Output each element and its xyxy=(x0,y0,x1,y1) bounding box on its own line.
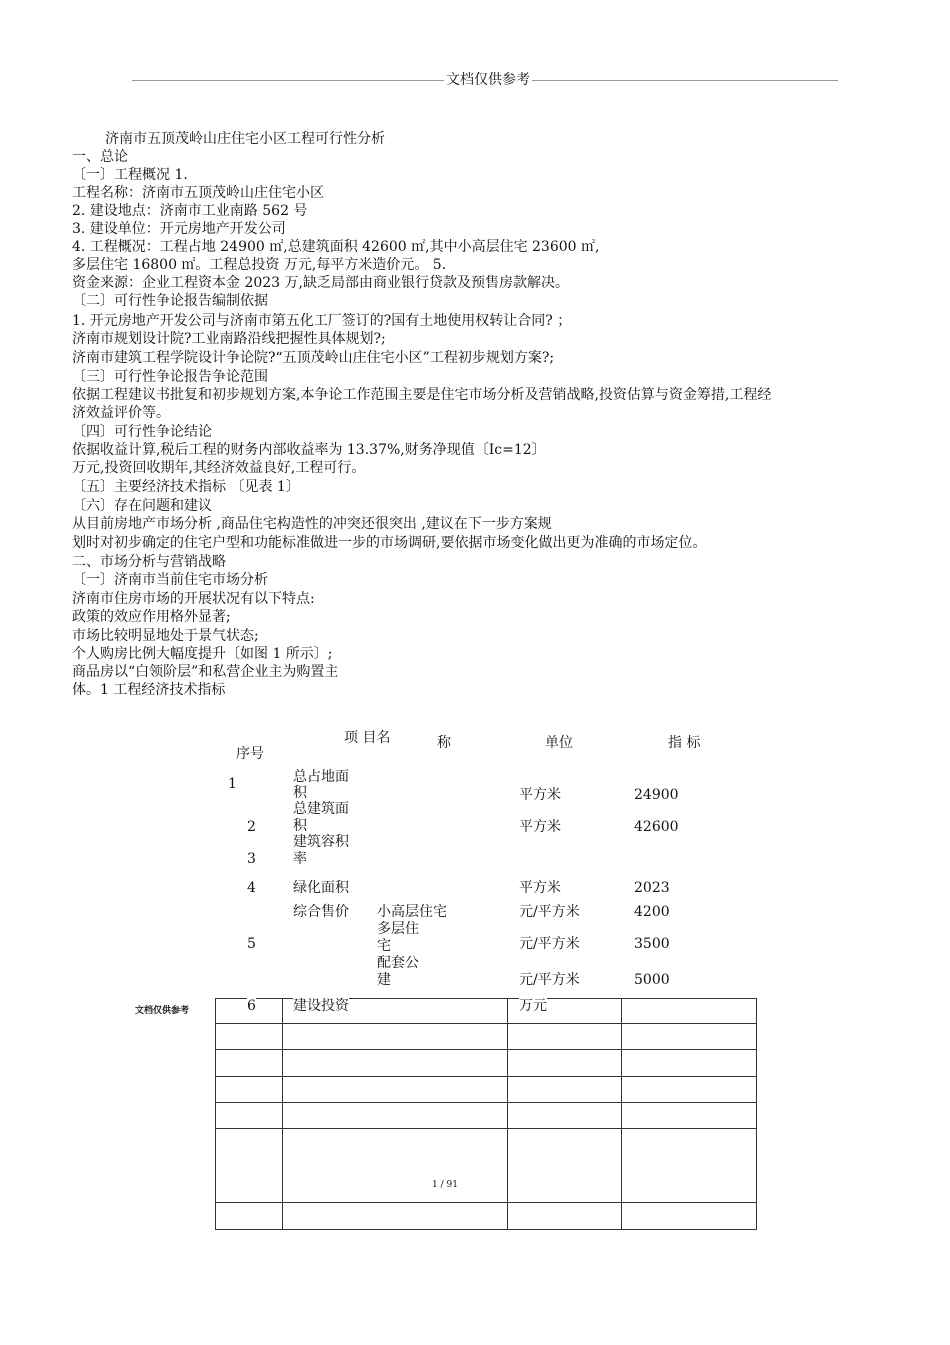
body-line: 〔五〕主要经济技术指标 〔见表 1〕 xyxy=(72,479,300,495)
grid-vline-1 xyxy=(282,998,283,1229)
row-2-seq: 2 xyxy=(247,819,256,835)
row-5-sub-3a: 配套公 xyxy=(377,955,419,971)
row-5-unit-1: 元/平方米 xyxy=(519,904,580,920)
body-line: 资金来源：企业工程资本金 2023 万,缺乏局部由商业银行贷款及预售房款解决。 xyxy=(72,275,569,291)
body-line: 依据收益计算,税后工程的财务内部收益率为 13.37%,财务净现值〔Ic=12〕 xyxy=(72,442,546,458)
body-line: 济南市规划设计院?工业南路沿线把握性具体规划?; xyxy=(72,331,386,347)
body-line: 3. 建设单位：开元房地产开发公司 xyxy=(72,221,286,237)
row-2-unit: 平方米 xyxy=(519,819,561,835)
grid-hline-2 xyxy=(215,1049,756,1050)
row-5-value-3: 5000 xyxy=(634,972,670,988)
row-3-seq: 3 xyxy=(247,851,256,867)
body-line: 〔一〕工程概况 1. xyxy=(72,167,188,183)
row-2-name-1: 总建筑面 xyxy=(293,801,349,817)
document-title: 济南市五顶茂岭山庄住宅小区工程可行性分析 xyxy=(105,131,385,147)
body-line: 万元,投资回收期年,其经济效益良好,工程可行。 xyxy=(72,460,366,476)
body-line: 划时对初步确定的住宅户型和功能标准做进一步的市场调研,要依据市场变化做出更为准确的市场定位。 xyxy=(72,535,707,551)
row-6-seq: 6 xyxy=(247,998,256,1014)
table-grid xyxy=(215,998,757,1230)
grid-hline-3 xyxy=(215,1076,756,1077)
row-5-seq: 5 xyxy=(247,936,256,952)
row-5-sub-2b: 宅 xyxy=(377,938,391,954)
row-4-seq: 4 xyxy=(247,880,256,896)
row-6-unit: 万元 xyxy=(519,998,547,1014)
grid-vline-3 xyxy=(621,998,622,1229)
row-5-sub-3b: 建 xyxy=(377,972,391,988)
body-line: 济南市住房市场的开展状况有以下特点: xyxy=(72,591,315,607)
row-1-seq: 1 xyxy=(228,776,237,792)
header-text: 文档仅供参考 xyxy=(444,69,532,89)
body-line: 市场比较明显地处于景气状态; xyxy=(72,628,259,644)
body-line: 政策的效应作用格外显著; xyxy=(72,609,231,625)
row-4-value: 2023 xyxy=(634,880,670,896)
row-1-value: 24900 xyxy=(634,787,679,803)
row-2-value: 42600 xyxy=(634,819,679,835)
row-5-label: 综合售价 xyxy=(293,904,349,920)
body-line: 多层住宅 16800 ㎡。工程总投资 万元,每平方米造价元。 5. xyxy=(72,257,447,273)
row-1-unit: 平方米 xyxy=(519,787,561,803)
body-line: 商品房以“白领阶层”和私营企业主为购置主 xyxy=(72,664,339,680)
grid-hline-1 xyxy=(215,1023,756,1024)
grid-hline-5 xyxy=(215,1128,756,1129)
body-line: 济效益评价等。 xyxy=(72,405,170,421)
body-line: 〔四〕可行性争论结论 xyxy=(72,424,212,440)
body-line: 〔二〕可行性争论报告编制依据 xyxy=(72,293,268,309)
row-5-value-1: 4200 xyxy=(634,904,670,920)
row-5-sub-1: 小高层住宅 xyxy=(377,904,447,920)
header-seq: 序号 xyxy=(236,746,264,762)
header-index: 指 标 xyxy=(668,735,701,751)
header-unit: 单位 xyxy=(545,735,573,751)
grid-hline-4 xyxy=(215,1102,756,1103)
row-5-unit-2: 元/平方米 xyxy=(519,936,580,952)
body-line: 〔三〕可行性争论报告争论范围 xyxy=(72,369,268,385)
body-line: 依据工程建议书批复和初步规划方案,本争论工作范围主要是住宅市场分析及营销战略,投资估算与资金筹措,工程经 xyxy=(72,387,772,403)
page-number: 1 / 91 xyxy=(432,1180,458,1190)
body-line: 从目前房地产市场分析 ,商品住宅构造性的冲突还很突出 ,建议在下一步方案规 xyxy=(72,516,552,532)
body-line: 济南市建筑工程学院设计争论院?“五顶茂岭山庄住宅小区”工程初步规划方案?; xyxy=(72,350,555,366)
body-line: 一、总论 xyxy=(72,149,128,165)
body-line: 个人购房比例大幅度提升〔如图 1 所示〕; xyxy=(72,646,333,662)
footer-watermark: 文档仅供参考 xyxy=(135,1006,190,1016)
row-3-name-1: 建筑容积 xyxy=(293,834,349,850)
row-5-sub-2a: 多层住 xyxy=(377,921,419,937)
row-2-name-2: 积 xyxy=(293,818,307,834)
body-line: 工程名称：济南市五顶茂岭山庄住宅小区 xyxy=(72,185,324,201)
row-5-value-2: 3500 xyxy=(634,936,670,952)
body-line: 体。1 工程经济技术指标 xyxy=(72,682,226,698)
grid-vline-2 xyxy=(507,998,508,1229)
body-line: 〔六〕存在问题和建议 xyxy=(72,498,212,514)
row-6-name: 建设投资 xyxy=(293,998,349,1014)
row-4-name-1: 绿化面积 xyxy=(293,880,349,896)
row-1-name-2: 积 xyxy=(293,785,307,801)
body-line: 〔一〕济南市当前住宅市场分析 xyxy=(72,572,268,588)
header-item-a: 项 目名 xyxy=(344,730,391,746)
header-item-b: 称 xyxy=(437,735,451,751)
body-line: 4. 工程概况：工程占地 24900 ㎡,总建筑面积 42600 ㎡,其中小高层住宅 23600 ㎡, xyxy=(72,239,600,255)
row-1-name-1: 总占地面 xyxy=(293,769,349,785)
body-line: 二、市场分析与营销战略 xyxy=(72,554,226,570)
body-line: 2. 建设地点：济南市工业南路 562 号 xyxy=(72,203,308,219)
grid-hline-6 xyxy=(215,1202,756,1203)
row-4-unit: 平方米 xyxy=(519,880,561,896)
body-line: 1. 开元房地产开发公司与济南市第五化工厂签订的?国有土地使用权转让合同? ； xyxy=(72,313,572,329)
row-5-unit-3: 元/平方米 xyxy=(519,972,580,988)
row-3-name-2: 率 xyxy=(293,851,307,867)
